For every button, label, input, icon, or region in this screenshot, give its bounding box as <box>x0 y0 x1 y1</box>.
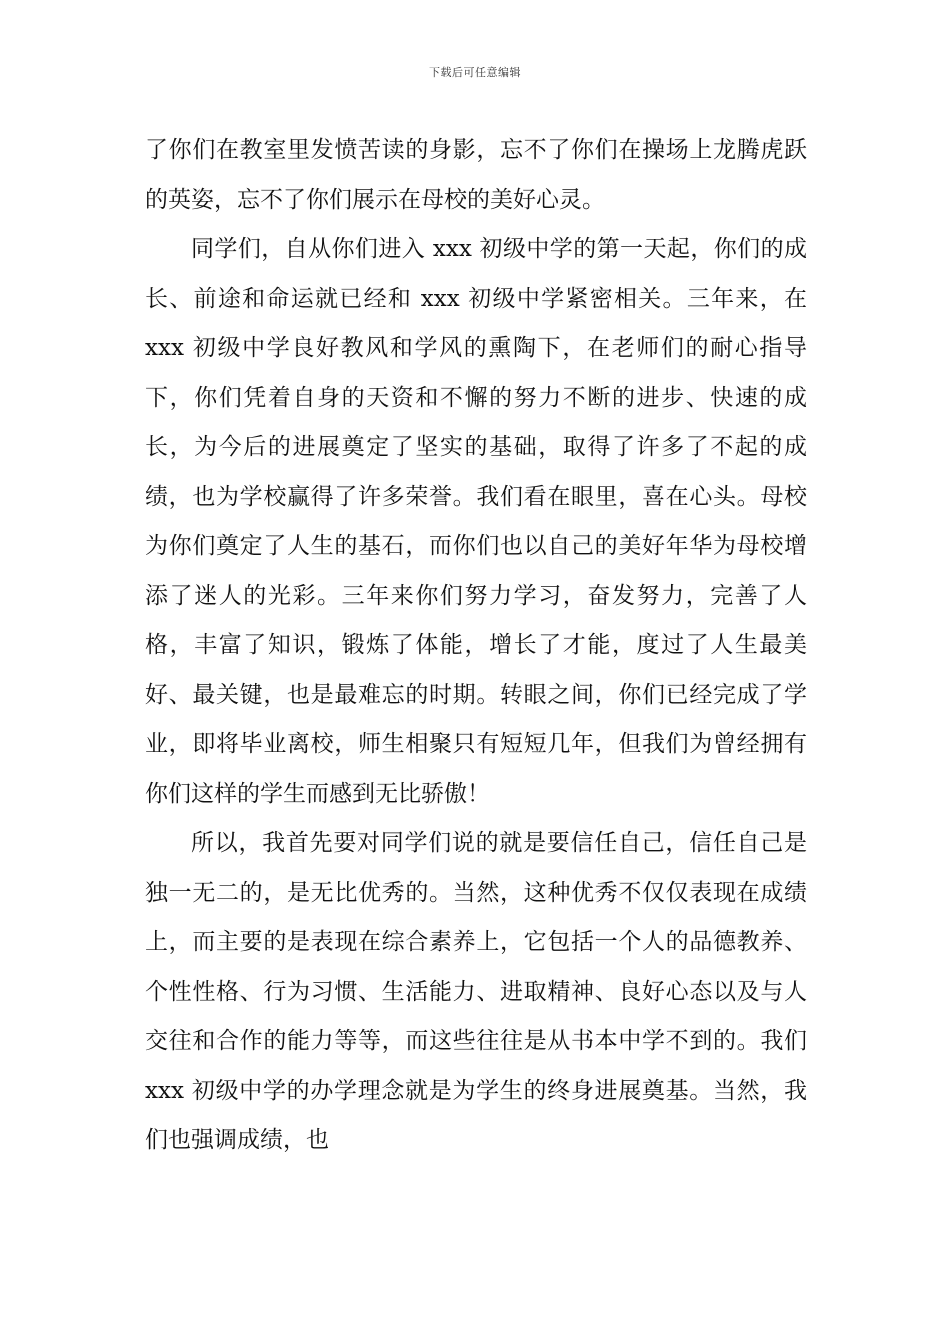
paragraph: 所以，我首先要对同学们说的就是要信任自己，信任自己是独一无二的，是无比优秀的。当然，这种优秀不仅仅表现在成绩上，而主要的是表现在综合素养上，它包括一个人的品德教养、个性性格、行为习惯、生活能力、进取精神、良好心态以及与人交往和合作的能力等等，而这些往往是从书本中学不到的。我们 xxx 初级中学的办学理念就是为学生的终身进展奠基。当然，我们也强调成绩，也 <box>145 830 807 1153</box>
header-note: 下载后可任意编辑 <box>429 66 521 79</box>
paragraph-continued: 了你们在教室里发愤苦读的身影，忘不了你们在操场上龙腾虎跃的英姿，忘不了你们展示在母校的美好心灵。 <box>145 137 807 213</box>
paragraph: 同学们，自从你们进入 xxx 初级中学的第一天起，你们的成长、前途和命运就已经和 xxx 初级中学紧密相关。三年来，在 xxx 初级中学良好教风和学风的熏陶下，在老师们的耐心指导下，你们凭着自身的天资和不懈的努力不断的进步、快速的成长，为今后的进展奠定了坚实的基础，取得了许多了不起的成绩，也为学校赢得了许多荣誉。我们看在眼里，喜在心头。母校为你们奠定了人生的基石，而你们也以自己的美好年华为母校增添了迷人的光彩。三年来你们努力学习，奋发努力，完善了人格，丰富了知识，锻炼了体能，增长了才能，度过了人生最美好、最关键，也是最难忘的时期。转眼之间，你们已经完成了学业，即将毕业离校，师生相聚只有短短几年，但我们为曾经拥有你们这样的学生而感到无比骄傲！ <box>145 236 807 807</box>
document-body <box>145 126 807 1166</box>
